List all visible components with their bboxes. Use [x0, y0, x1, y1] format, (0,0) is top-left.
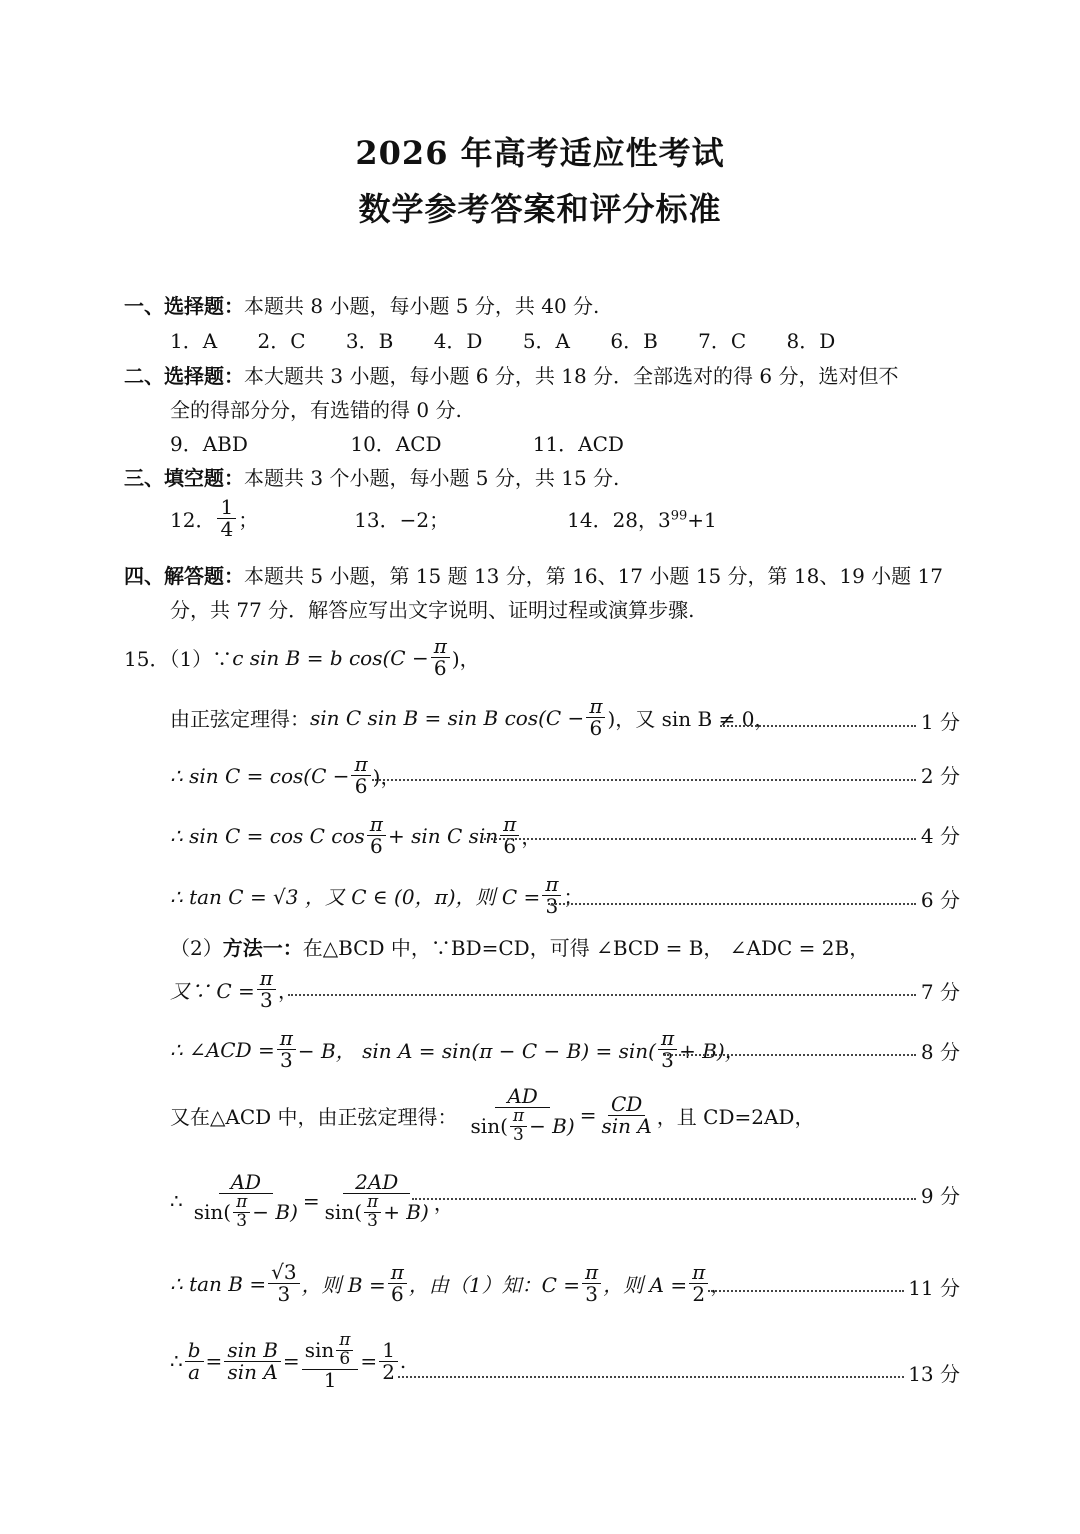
q15-line-9	[170, 1086, 814, 1145]
section-3-header	[124, 462, 619, 491]
dot-leader	[398, 1376, 904, 1378]
q15-line-6	[170, 932, 869, 961]
sin: sin	[304, 1337, 335, 1362]
q15-l3-end: )，	[372, 765, 401, 789]
frac-num: π	[367, 814, 386, 836]
q15-line-2	[170, 696, 774, 739]
frac-cd-over-sina	[598, 1091, 654, 1138]
frac-pi-3	[277, 1028, 296, 1071]
frac-den: 3	[545, 894, 559, 918]
answer-8: 8．D	[786, 329, 836, 353]
frac-den: 2	[382, 1359, 395, 1384]
q15-l5-end: ；	[563, 885, 584, 909]
q15-l12-end: .	[399, 1349, 407, 1374]
q15-l2-math: sin C sin B = sin B cos(C −	[310, 705, 585, 730]
q15-l8-c: + B)，	[679, 1039, 745, 1063]
score-7: 7 分	[920, 980, 960, 1004]
answer-14-exp: 99	[670, 508, 688, 524]
equals: =	[360, 1349, 378, 1374]
frac-den: 6	[503, 834, 517, 858]
frac-num: CD	[608, 1094, 645, 1116]
q15-part2: （2）	[170, 936, 223, 960]
score-11: 11 分	[908, 1276, 960, 1300]
frac-pi-3	[658, 1028, 677, 1071]
frac-den: 6	[589, 716, 603, 740]
score-6: 6 分	[920, 888, 960, 912]
q15-l2-text: 由正弦定理得：	[170, 707, 310, 731]
section-2-title: 二、选择题：	[124, 364, 244, 388]
section-2-desc-1: 本大题共 3 小题，每小题 6 分，共 18 分．全部选对的得 6 分，选对但不	[244, 364, 899, 388]
section-1-title: 一、选择题：	[124, 294, 244, 318]
frac-num: AD	[495, 1086, 549, 1108]
frac-num: π	[586, 696, 605, 718]
answer-5: 5．A	[522, 329, 570, 353]
score-13: 13 分	[908, 1362, 960, 1386]
frac-den: 3	[661, 1048, 674, 1072]
score-4: 4 分	[920, 824, 960, 848]
frac-pi-3	[257, 968, 276, 1011]
frac-num: π	[257, 968, 276, 990]
q15-line-8	[170, 1028, 745, 1071]
q15-line-4	[170, 814, 541, 857]
q15-l4-end: ，	[521, 825, 542, 849]
section-3-title: 三、填空题：	[124, 466, 244, 490]
frac-ad-over-sin	[191, 1172, 301, 1231]
answer-7: 7．C	[698, 329, 747, 353]
frac-pi-2	[689, 1262, 708, 1305]
frac-num: AD	[219, 1172, 273, 1194]
frac-pi-3	[542, 874, 561, 917]
frac-pi-6	[500, 814, 519, 857]
frac-pi-3	[510, 1108, 527, 1145]
q15-l9-text: 又在△ACD 中，由正弦定理得：	[170, 1104, 458, 1129]
section-1-answers	[170, 325, 835, 354]
frac-den: 3	[259, 988, 273, 1012]
score-9: 9 分	[920, 1184, 960, 1208]
answer-12-end: ；	[238, 508, 259, 532]
q15-l8-a: ∴ ∠ACD =	[170, 1037, 275, 1062]
answer-12-den: 4	[220, 517, 234, 541]
sin-open: sin(	[324, 1199, 362, 1224]
frac-b-over-a	[185, 1337, 204, 1384]
answer-14-end: +1	[687, 508, 717, 532]
frac-num: b	[185, 1340, 204, 1362]
frac-num	[302, 1332, 359, 1370]
frac-num: 1	[379, 1340, 398, 1362]
frac-den	[191, 1194, 301, 1231]
minus-b: − B)	[252, 1199, 298, 1224]
section-4-header	[124, 560, 943, 589]
frac-sqrt3-3	[268, 1262, 299, 1305]
answer-12-label: 12．	[170, 508, 216, 532]
q15-line-3	[170, 754, 400, 797]
frac-ad-over-sin	[468, 1086, 578, 1145]
section-2-answers	[170, 428, 624, 457]
answer-9: 9．ABD	[170, 432, 248, 456]
section-1-header	[124, 290, 599, 319]
frac-pi-6	[388, 1262, 407, 1305]
section-4-title: 四、解答题：	[124, 564, 244, 588]
q15-line-12	[170, 1332, 406, 1391]
q15-l3-math: ∴ sin C = cos(C −	[170, 763, 350, 788]
frac-den: 3	[585, 1282, 598, 1306]
frac-num: π	[351, 754, 370, 776]
equals: =	[302, 1189, 320, 1214]
q15-l4-mid: + sin C sin	[387, 823, 499, 848]
equals: =	[579, 1103, 597, 1128]
q15-line-1	[124, 636, 480, 679]
dot-leader	[720, 725, 916, 727]
q15-l8-b: − B， sin A = sin(π − C − B) = sin(	[297, 1039, 656, 1063]
q15-l11-a: ∴ tan B =	[170, 1271, 267, 1296]
q15-l11-c: ，由（1）知：C =	[408, 1273, 581, 1297]
answer-3: 3．B	[345, 329, 394, 353]
frac-pi-6	[351, 754, 370, 797]
frac-den: sin A	[601, 1113, 652, 1138]
frac-pi-6	[336, 1332, 353, 1369]
frac-2ad-over-sin	[322, 1172, 432, 1231]
frac-den: sin A	[227, 1359, 278, 1384]
frac-pi-6	[431, 636, 450, 679]
equals: =	[205, 1349, 223, 1374]
frac-num: sin B	[224, 1340, 281, 1362]
therefore: ∴	[170, 1349, 183, 1374]
answer-2: 2．C	[257, 329, 306, 353]
frac-num: √3	[268, 1262, 299, 1284]
q15-line-10	[170, 1172, 454, 1231]
frac-den: 6	[390, 1282, 404, 1306]
title-line-1: 2026 年高考适应性考试	[355, 134, 725, 172]
answer-6: 6．B	[610, 329, 658, 353]
section-2-header	[124, 360, 898, 389]
dot-leader	[664, 1054, 916, 1056]
q15-label: 15．（1）∵	[124, 647, 233, 671]
frac-num: π	[431, 636, 450, 658]
frac-den: 6	[370, 834, 383, 858]
score-1: 1 分	[920, 710, 960, 734]
frac-num: π	[582, 1262, 601, 1284]
minus-b: − B)	[529, 1113, 575, 1138]
frac-num: π	[364, 1194, 381, 1213]
frac-den: 6	[354, 774, 368, 798]
therefore: ∴	[170, 1189, 183, 1214]
q15-l1-math: c sin B = b cos(C −	[232, 645, 429, 670]
frac-num: π	[689, 1262, 708, 1284]
frac-den: 3	[513, 1124, 524, 1145]
frac-den: 3	[277, 1282, 291, 1306]
frac-den: 3	[236, 1210, 248, 1231]
frac-num: π	[388, 1262, 407, 1284]
q15-line-5	[170, 874, 583, 917]
answer-12-fraction	[217, 497, 236, 540]
dot-leader	[412, 1198, 916, 1200]
answer-10: 10．ACD	[350, 432, 442, 456]
section-3-desc: 本题共 3 个小题，每小题 5 分，共 15 分.	[244, 466, 620, 490]
frac-den: 2	[692, 1282, 706, 1306]
section-4-desc-2: 分，共 77 分．解答应写出文字说明、证明过程或演算步骤.	[170, 598, 695, 622]
dot-leader	[484, 838, 916, 840]
q15-l7-math: 又∵ C =	[170, 979, 255, 1003]
frac-num: 2AD	[343, 1172, 410, 1194]
answer-14-base: 14．28，3	[567, 508, 671, 532]
frac-den: 1	[323, 1367, 337, 1392]
frac-den	[468, 1108, 578, 1145]
q15-l11-d: ，则 A =	[603, 1273, 688, 1297]
frac-sinb-over-sina	[224, 1337, 281, 1384]
frac-num: π	[277, 1028, 296, 1050]
q15-l2-end: )，又 sin B ≠ 0，	[607, 707, 775, 731]
section-4-desc-1: 本题共 5 小题，第 15 题 13 分，第 16、17 小题 15 分，第 18、19 小题 17	[244, 564, 943, 588]
q15-line-7	[170, 968, 298, 1011]
dot-leader	[548, 903, 916, 905]
q15-l9-end: ，且 CD=2AD，	[656, 1104, 815, 1129]
frac-pi-3	[582, 1262, 601, 1305]
q15-line-11	[170, 1262, 730, 1305]
answer-14	[567, 504, 717, 533]
frac-den: 3	[367, 1210, 378, 1231]
score-2: 2 分	[920, 764, 960, 788]
frac-pi-3	[233, 1194, 250, 1231]
method-one-label: 方法一：	[222, 936, 303, 960]
frac-num: π	[542, 874, 561, 896]
score-8: 8 分	[920, 1040, 960, 1064]
q15-l5-math: ∴ tan C = √3 ，又 C ∈ (0，π)，则 C =	[170, 885, 541, 909]
q15-l4-math: ∴ sin C = cos C cos	[170, 823, 365, 848]
answer-1: 1．A	[170, 329, 218, 353]
frac-pi-6	[367, 814, 386, 857]
answer-13: 13．−2；	[354, 508, 450, 532]
frac-num: π	[510, 1108, 527, 1127]
frac-num: π	[500, 814, 519, 836]
equals: =	[282, 1349, 300, 1374]
frac-sin-pi6-over-1	[302, 1332, 359, 1391]
section-2-desc-2: 全的得部分分，有选错的得 0 分.	[170, 398, 462, 422]
frac-den: a	[188, 1359, 201, 1384]
q15-l7-end: ，	[277, 979, 298, 1003]
q15-l10-end: ，	[433, 1190, 454, 1215]
q15-l11-b: ，则 B =	[301, 1273, 386, 1297]
frac-den: 6	[433, 656, 447, 680]
plus-b: + B)	[383, 1199, 429, 1224]
frac-num: π	[658, 1028, 677, 1050]
dot-leader	[372, 779, 916, 781]
q15-l11-end: ，	[710, 1273, 731, 1297]
dot-leader	[288, 994, 916, 996]
frac-num: π	[233, 1194, 250, 1213]
answer-12-num: 1	[217, 497, 236, 519]
title-line-2: 数学参考答案和评分标准	[358, 190, 722, 228]
q15-l1-end: )，	[451, 647, 480, 671]
q15-l6-text: 在△BCD 中，∵BD=CD，可得 ∠BCD = B， ∠ADC = 2B，	[302, 936, 870, 960]
sin-open: sin(	[193, 1199, 232, 1224]
frac-pi-6	[586, 696, 605, 739]
section-3-answers	[170, 497, 717, 540]
frac-1-2	[379, 1337, 398, 1384]
section-1-desc: 本题共 8 小题，每小题 5 分，共 40 分.	[244, 294, 600, 318]
sin-open: sin(	[470, 1113, 508, 1138]
frac-den: 3	[279, 1048, 293, 1072]
dot-leader	[708, 1290, 904, 1292]
answer-11: 11．ACD	[532, 432, 624, 456]
frac-pi-3	[364, 1194, 381, 1231]
frac-num: π	[336, 1332, 353, 1351]
answer-4: 4．D	[433, 329, 483, 353]
frac-den: 6	[339, 1348, 351, 1369]
